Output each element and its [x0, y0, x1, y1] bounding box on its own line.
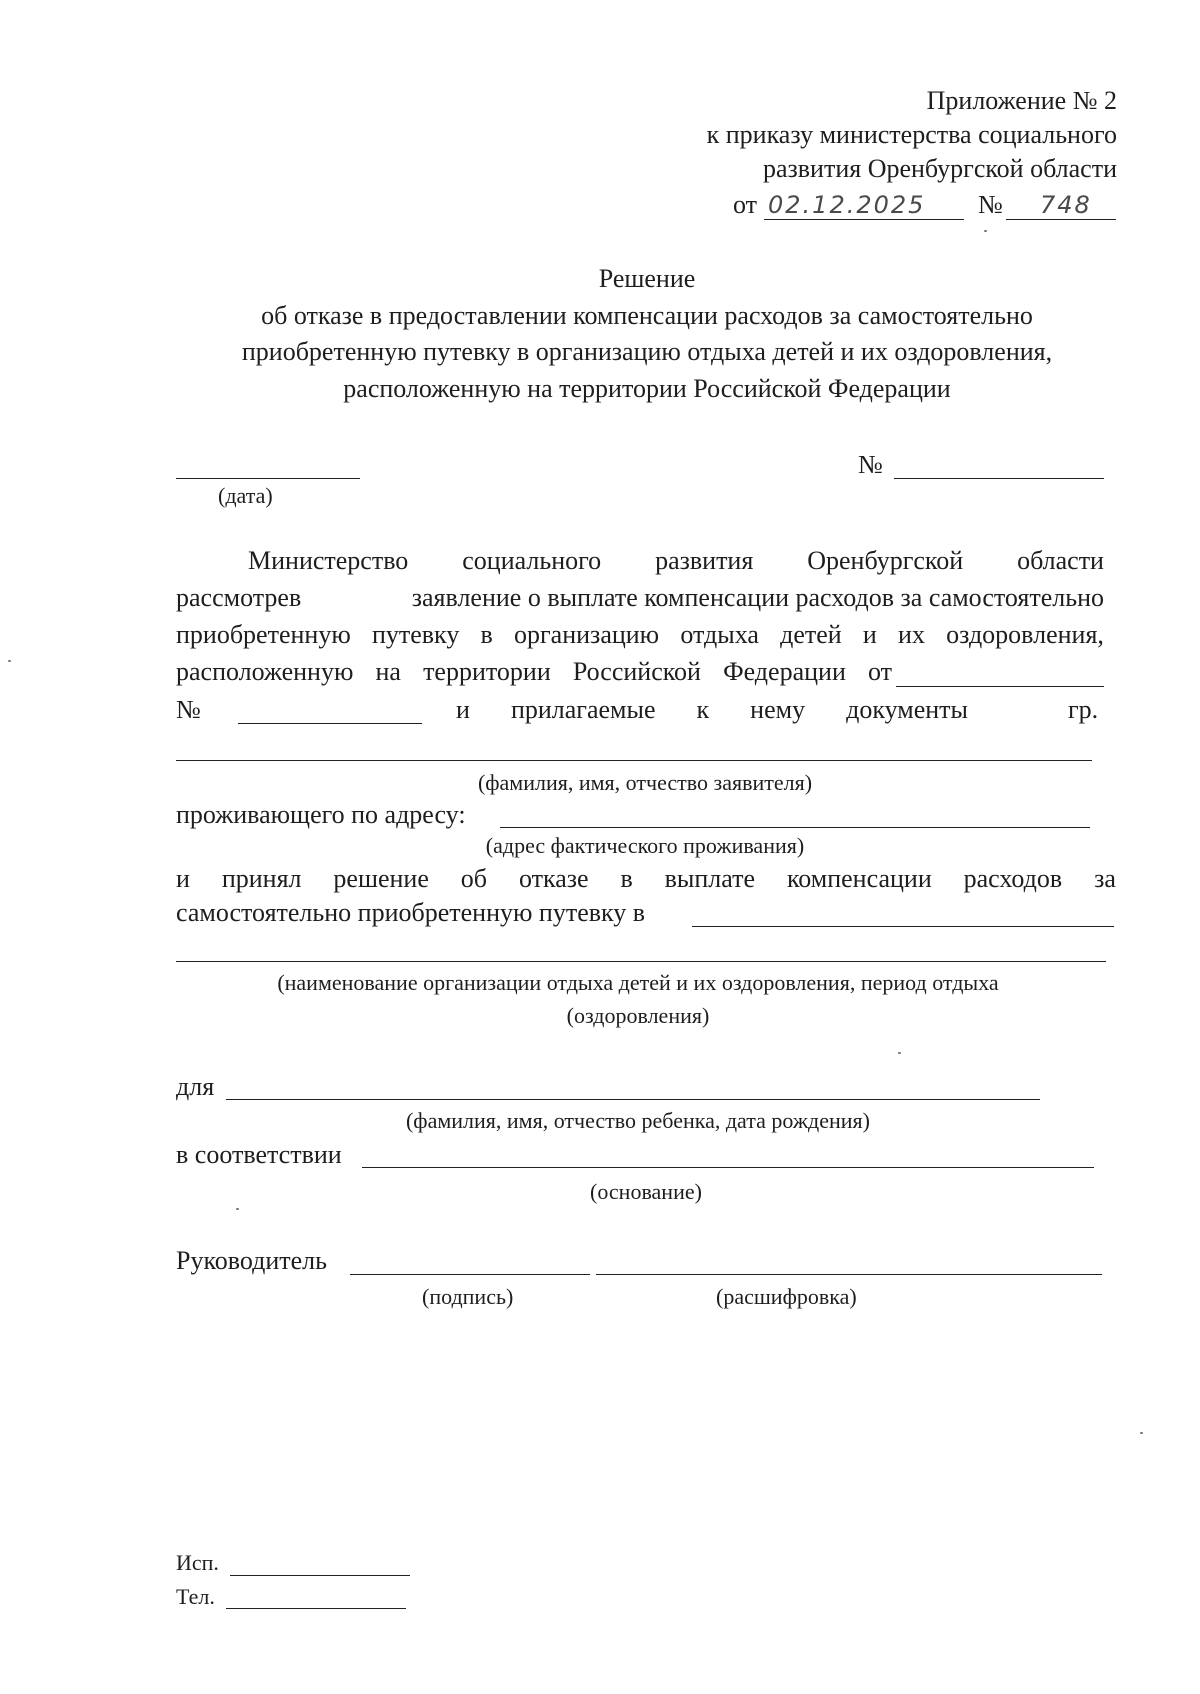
phone-label: Тел.: [176, 1584, 215, 1609]
order-number-label: №: [978, 190, 1003, 219]
word: расположенную: [176, 657, 354, 686]
order-line-1: к приказу министерства социального: [706, 120, 1117, 149]
accordance-label: в соответствии: [176, 1140, 342, 1169]
organization-caption-1: (наименование организации отдыха детей и их оздоровления, период отдыха: [277, 970, 999, 995]
appendix-label: Приложение № 2: [926, 86, 1117, 115]
word: решение: [333, 864, 429, 893]
text-segment: заявление о выплате компенсации расходов за самостоятельно: [411, 583, 1104, 612]
word: выплате: [664, 864, 756, 893]
application-date-line: [896, 686, 1104, 687]
order-number-handwritten: 748: [1040, 191, 1092, 219]
phone-line: [226, 1608, 406, 1609]
address-line: [500, 827, 1090, 828]
basis-line: [362, 1167, 1094, 1168]
decision-number-sign: №: [858, 450, 883, 479]
word: и: [862, 620, 877, 649]
word: области: [1017, 546, 1104, 575]
scan-speck: [236, 1208, 239, 1210]
word: и: [456, 695, 470, 724]
decision-number-line: [894, 478, 1104, 479]
word: их: [898, 620, 925, 649]
body-line-1: [248, 546, 1104, 576]
order-from-label: от: [733, 190, 758, 219]
executor-line: [230, 1575, 410, 1576]
scan-speck: [1140, 1432, 1143, 1434]
decision-line-2: самостоятельно приобретенную путевку в: [176, 898, 646, 927]
word: рассмотрев: [176, 583, 302, 612]
head-label: Руководитель: [176, 1246, 327, 1275]
body-line-3: [176, 620, 1104, 650]
word: развития: [655, 546, 754, 575]
scan-speck: [8, 660, 11, 662]
word: документы: [846, 695, 968, 724]
organization-line-2: [176, 961, 1106, 962]
title-line-1: об отказе в предоставлении компенсации расходов за самостоятельно: [261, 301, 1033, 330]
order-number-line: [1006, 219, 1116, 220]
application-number-sign: №: [176, 695, 201, 724]
address-caption: (адрес фактического проживания): [485, 833, 805, 858]
organization-caption-2: (оздоровления): [566, 1003, 710, 1028]
word: Федерации: [723, 657, 846, 686]
executor-label: Исп.: [176, 1550, 219, 1575]
scan-speck: [898, 1052, 901, 1054]
word: нему: [750, 695, 806, 724]
signature-line: [350, 1274, 590, 1275]
word: за: [1094, 864, 1116, 893]
word: Министерство: [248, 546, 409, 575]
word: прилагаемые: [510, 695, 656, 724]
word: оздоровления,: [946, 620, 1104, 649]
word: на: [375, 657, 401, 686]
word: организацию: [514, 620, 660, 649]
decode-line: [596, 1274, 1102, 1275]
word: в: [480, 620, 493, 649]
body-line-4: [176, 657, 892, 687]
decision-date-line: [176, 478, 360, 479]
title-line-2: приобретенную путевку в организацию отдыха детей и их оздоровления,: [241, 337, 1053, 366]
word: об: [460, 864, 488, 893]
body-line-2: [176, 583, 1104, 613]
word: Оренбургской: [807, 546, 964, 575]
word: расходов: [963, 864, 1063, 893]
scan-speck: [984, 230, 987, 232]
order-date-handwritten: 02.12.2025: [768, 191, 926, 219]
word: от: [867, 657, 892, 686]
word: принял: [221, 864, 302, 893]
document-title: Решение: [598, 264, 696, 293]
word: отказе: [518, 864, 589, 893]
word: компенсации: [786, 864, 932, 893]
word: отдыха: [680, 620, 759, 649]
for-label: для: [176, 1072, 215, 1101]
date-caption: (дата): [218, 483, 273, 508]
title-line-3: расположенную на территории Российской Федерации: [343, 374, 951, 403]
word: и: [176, 864, 190, 893]
word: приобретенную: [176, 620, 351, 649]
application-number-line: [238, 723, 422, 724]
order-line-2: развития Оренбургской области: [762, 154, 1117, 183]
basis-caption: (основание): [590, 1179, 702, 1204]
word: социального: [462, 546, 602, 575]
word: детей: [780, 620, 842, 649]
child-line: [226, 1099, 1040, 1100]
decision-line-1: [176, 864, 1116, 894]
word: территории: [423, 657, 551, 686]
body-line-5: [456, 695, 968, 725]
residing-label: проживающего по адресу:: [176, 800, 466, 829]
applicant-caption: (фамилия, имя, отчество заявителя): [477, 770, 813, 795]
word: путевку: [371, 620, 460, 649]
decode-caption: (расшифровка): [716, 1284, 857, 1309]
order-date-line: [764, 219, 964, 220]
word: к: [696, 695, 710, 724]
word: в: [620, 864, 633, 893]
citizen-abbr: гр.: [1068, 695, 1099, 724]
organization-line-1: [692, 926, 1114, 927]
signature-caption: (подпись): [422, 1284, 514, 1309]
word: Российской: [572, 657, 701, 686]
applicant-name-line: [176, 760, 1092, 761]
child-caption: (фамилия, имя, отчество ребенка, дата рождения): [405, 1108, 870, 1133]
